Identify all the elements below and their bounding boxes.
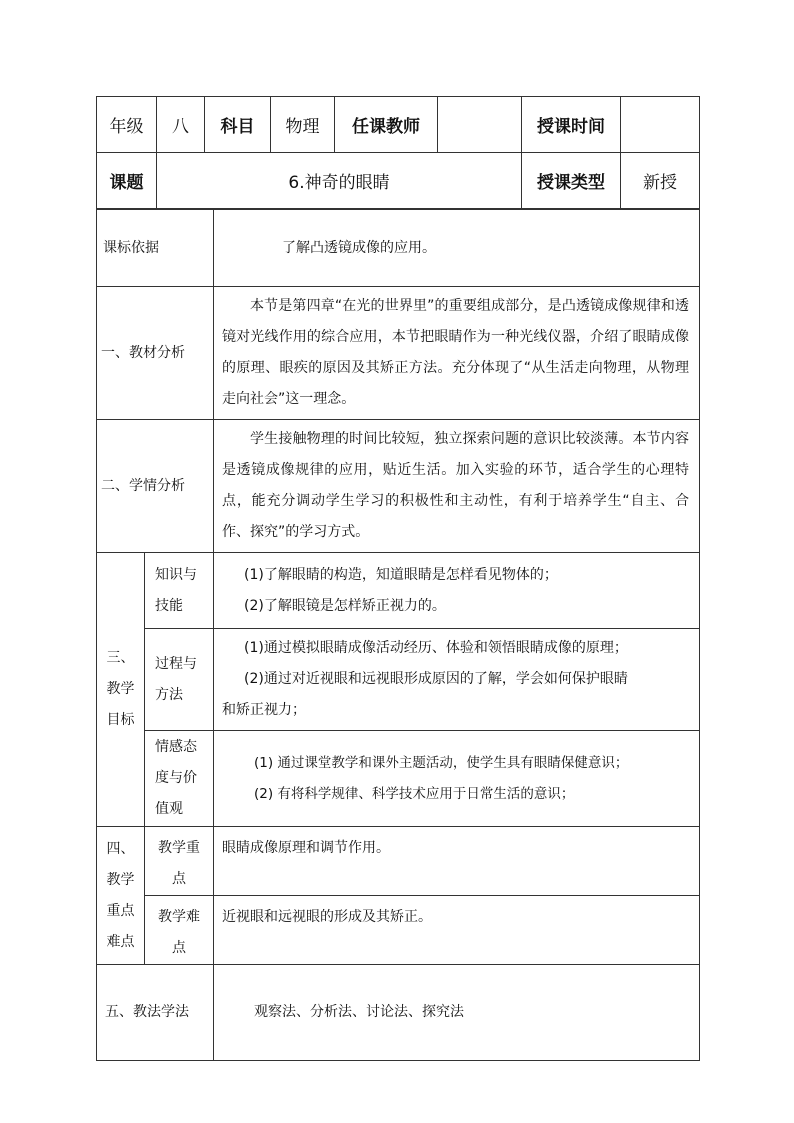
emotion-label-line: 情感态	[155, 739, 197, 755]
emotion-item: (1) 通过课堂教学和课外主题活动，使学生具有眼睛保健意识；	[254, 754, 629, 771]
knowledge-item: (2)了解眼镜是怎样矫正视力的。	[244, 597, 446, 614]
standard-text: 了解凸透镜成像的应用。	[214, 210, 700, 287]
material-text: 本节是第四章“在光的世界里”的重要组成部分，是凸透镜成像规律和透镜对光线作用的综合应用，本节把眼睛作为一种光线仪器，介绍了眼睛成像的原理、眼疾的原因及其矫正方法。充分体现了“从生活走向物理，从物理走向社会”这一理念。	[214, 287, 700, 420]
process-item: 和矫正视力；	[222, 702, 306, 718]
time-label: 授课时间	[522, 97, 621, 153]
goals-label	[97, 553, 145, 827]
goals-label-line: 教学	[106, 681, 135, 697]
students-label: 二、学情分析	[97, 420, 214, 553]
keypoints-label-line: 难点	[106, 933, 135, 950]
knowledge-label-line: 知识与	[155, 566, 197, 583]
methods-text: 观察法、分析法、讨论法、探究法	[214, 965, 700, 1061]
emotion-items	[214, 731, 700, 827]
grade-value: 八	[157, 97, 205, 153]
emotion-label-line: 度与价	[155, 770, 197, 786]
knowledge-item: (1)了解眼睛的构造，知道眼睛是怎样看见物体的；	[244, 566, 558, 583]
time-value	[621, 97, 700, 153]
keypoints-label-line: 教学	[106, 871, 135, 888]
process-items	[214, 629, 700, 731]
process-label-line: 方法	[155, 686, 183, 703]
methods-label: 五、教法学法	[97, 965, 214, 1061]
subject-value: 物理	[271, 97, 335, 153]
process-label-line: 过程与	[155, 655, 197, 672]
goals-label-line: 三、	[106, 650, 135, 666]
material-label: 一、教材分析	[97, 287, 214, 420]
teacher-label: 任课教师	[335, 97, 438, 153]
type-value: 新授	[621, 153, 700, 209]
emotion-label	[145, 731, 214, 827]
process-item: (2)通过对近视眼和远视眼形成原因的了解，学会如何保护眼睛	[244, 671, 628, 687]
emotion-label-line: 值观	[155, 801, 183, 817]
type-label: 授课类型	[522, 153, 621, 209]
goals-label-line: 目标	[106, 712, 135, 728]
difficulty-label	[145, 896, 214, 965]
focus-text: 眼睛成像原理和调节作用。	[214, 827, 700, 896]
topic-value: 6.神奇的眼睛	[157, 153, 522, 209]
emotion-item: (2) 有将科学规律、科学技术应用于日常生活的意识；	[254, 785, 575, 802]
grade-label: 年级	[97, 97, 157, 153]
subject-label: 科目	[205, 97, 271, 153]
topic-label: 课题	[97, 153, 157, 209]
keypoints-label	[97, 827, 145, 965]
knowledge-label-line: 技能	[155, 597, 183, 614]
focus-label-line: 点	[172, 871, 186, 887]
standard-label: 课标依据	[97, 210, 214, 287]
focus-label	[145, 827, 214, 896]
difficulty-label-line: 教学难	[158, 909, 200, 925]
body-table	[96, 209, 700, 1061]
teacher-value	[438, 97, 522, 153]
lesson-plan-sheet	[96, 96, 699, 1024]
keypoints-label-line: 重点	[106, 902, 135, 919]
process-label	[145, 629, 214, 731]
knowledge-label	[145, 553, 214, 629]
students-text: 学生接触物理的时间比较短，独立探索问题的意识比较淡薄。本节内容是透镜成像规律的应用，贴近生活。加入实验的环节，适合学生的心理特点，能充分调动学生学习的积极性和主动性，有利于培养学生“自主、合作、探究”的学习方式。	[214, 420, 700, 553]
process-item: (1)通过模拟眼睛成像活动经历、体验和领悟眼睛成像的原理；	[244, 640, 628, 656]
header-table	[96, 96, 700, 209]
knowledge-items	[214, 553, 700, 629]
difficulty-label-line: 点	[172, 940, 186, 956]
focus-label-line: 教学重	[158, 840, 200, 856]
keypoints-label-line: 四、	[106, 840, 135, 857]
difficulty-text: 近视眼和远视眼的形成及其矫正。	[214, 896, 700, 965]
